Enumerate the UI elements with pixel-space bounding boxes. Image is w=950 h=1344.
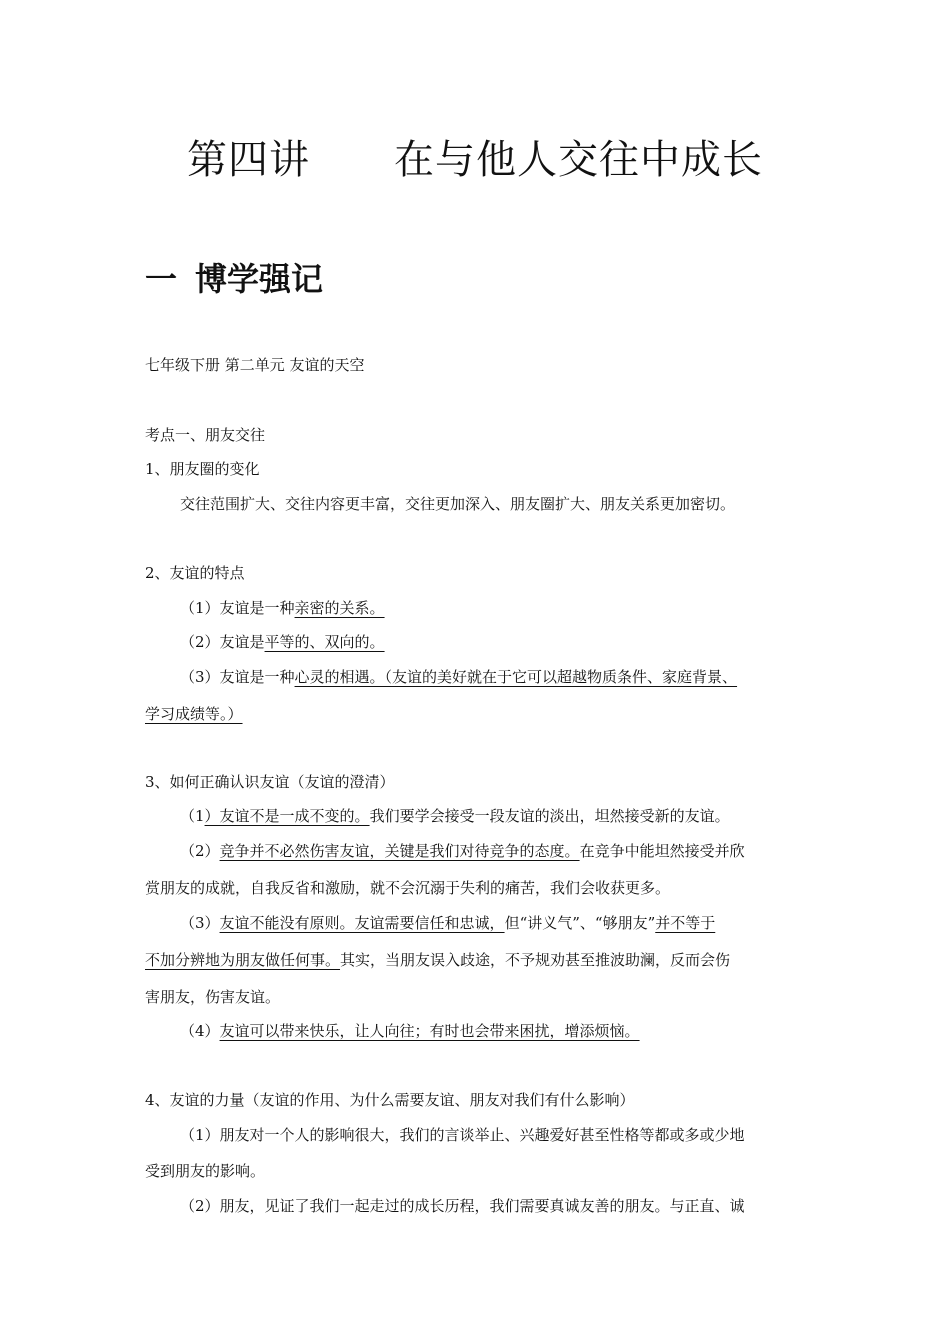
feature-3-underlined: 心灵的相遇。（友谊的美好就在于它可以超越物质条件、家庭背景、 [294,668,738,686]
section-number: 一 [145,260,178,298]
understand-2-cont: 赏朋友的成就，自我反省和激励，就不会沉溺于失利的痛苦，我们会收获更多。 [145,879,671,897]
feature-2 [180,632,385,652]
understand-3-underlined: 友谊不能没有原则。友谊需要信任和忠诚， [219,914,505,932]
feature-3-cont [145,704,243,724]
understand-3-cont-underlined: 不加分辨地为朋友做任何事。 [145,951,341,969]
understand-2-underlined: 竞争并不必然伤害友谊，关键是我们对待竞争的态度。 [219,842,580,860]
understand-1-text: （1 [180,807,205,825]
friend-circle-text: 交往范围扩大、交往内容更丰富，交往更加深入、朋友圈扩大、朋友关系更加密切。 [180,495,736,513]
understand-3 [180,913,715,933]
title-lecture-number: 第四讲 [187,137,310,183]
feature-1-underlined: 亲密的关系。 [294,599,385,617]
kaodian-heading: 考点一、朋友交往 [145,426,266,444]
power-1: （1）朋友对一个人的影响很大，我们的言谈举止、兴趣爱好甚至性格等都或多或少地 [180,1126,745,1144]
heading-friendship-features: 2、友谊的特点 [145,564,245,582]
understand-2-rest: 在竞争中能坦然接受并欣 [579,842,745,860]
understand-3-text: （3） [180,914,220,932]
understand-2-text: （2） [180,842,220,860]
page-title [0,128,950,185]
heading-friendship-power: 4、友谊的力量（友谊的作用、为什么需要友谊、朋友对我们有什么影响） [145,1091,635,1109]
understand-3-cont-rest: 其实，当朋友误入歧途，不予规劝甚至推波助澜，反而会伤 [340,951,731,969]
feature-2-underlined: 平等的、双向的。 [264,633,385,651]
heading-understand-friendship: 3、如何正确认识友谊（友谊的澄清） [145,773,395,791]
understand-3-underlined-2: 并不等于 [655,914,716,932]
understand-3-cont [145,950,730,970]
section-heading [145,254,323,300]
power-1-cont: 受到朋友的影响。 [145,1162,266,1180]
understand-4-underlined: 友谊可以带来快乐，让人向往；有时也会带来困扰，增添烦恼。 [219,1022,640,1040]
title-topic: 在与他人交往中成长 [394,137,763,183]
understand-2 [180,841,745,861]
power-2: （2）朋友，见证了我们一起走过的成长历程，我们需要真诚友善的朋友。与正直、诚 [180,1197,745,1215]
heading-friend-circle: 1、朋友圈的变化 [145,460,260,478]
section-name: 博学强记 [195,260,324,298]
understand-3-cont-2: 害朋友，伤害友谊。 [145,988,281,1006]
understand-1 [180,806,730,826]
understand-4-text: （4） [180,1022,220,1040]
feature-1 [180,598,385,618]
understand-4 [180,1021,640,1041]
understand-3-middle: 但“讲义气”、“够朋友” [504,914,656,932]
feature-1-text: （1）友谊是一种 [180,599,295,617]
feature-2-text: （2）友谊是 [180,633,265,651]
unit-line: 七年级下册 第二单元 友谊的天空 [145,356,365,374]
understand-1-underlined: ）友谊不是一成不变的。 [204,807,370,825]
feature-3-text: （3）友谊是一种 [180,668,295,686]
understand-1-rest: 我们要学会接受一段友谊的淡出，坦然接受新的友谊。 [369,807,730,825]
feature-3-cont-underlined: 学习成绩等。） [145,705,243,723]
feature-3 [180,667,737,687]
